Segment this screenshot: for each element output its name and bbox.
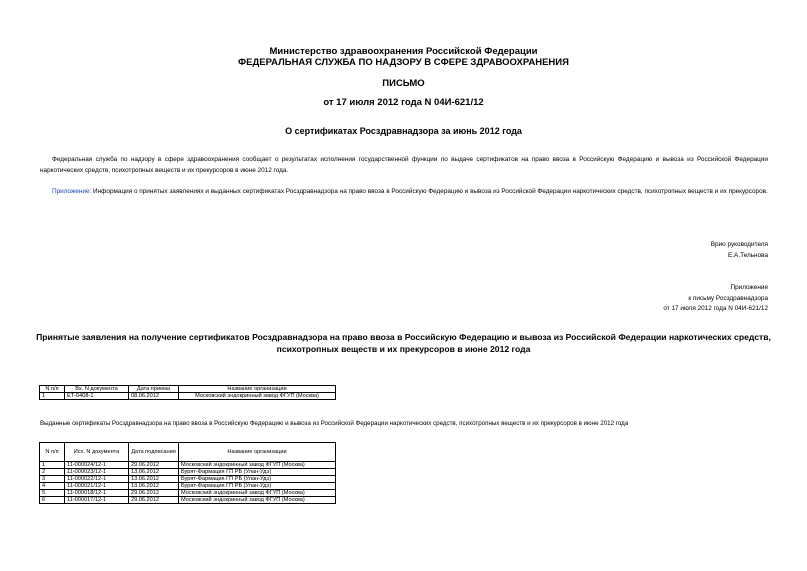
appendix-reference <box>663 283 768 315</box>
table-cell: ЕТ-0408-1 <box>65 393 129 400</box>
certificates-caption: Выданные сертификаты Росздравнадзора на право ввоза в Российскую Федерацию и вывоза из Российской Федерации наркотических средств, психотропных веществ и их прекурсоров в июне 2012 года <box>40 420 629 427</box>
doc-subject: О сертификатах Росздравнадзора за июнь 2012 года <box>285 126 522 136</box>
column-header: Название организации <box>179 386 336 393</box>
table-cell: 3 <box>40 476 65 483</box>
table-cell: 2 <box>40 469 65 476</box>
table-cell: Бурят-Фармация ГП РБ (Улан-Удэ) <box>179 469 336 476</box>
table-cell: 29.06.2012 <box>129 462 179 469</box>
column-header: N п/п <box>40 443 65 462</box>
table-header-row <box>40 443 336 462</box>
table-cell: 11-000021/12-1 <box>65 483 129 490</box>
table-cell: 11-000022/12-1 <box>65 476 129 483</box>
table-cell: 4 <box>40 483 65 490</box>
table-cell: Бурят-Фармация ГП РБ (Улан-Удэ) <box>179 476 336 483</box>
table-row <box>40 476 336 483</box>
table-cell: Московский эндокринный завод ФГУП (Москва) <box>179 462 336 469</box>
table-cell: 13.06.2012 <box>129 469 179 476</box>
table-cell: 13.06.2012 <box>129 483 179 490</box>
table-row <box>40 483 336 490</box>
appendix-title: Принятые заявления на получение сертификатов Росздравнадзора на право ввоза в Российскую Федерацию и вывоза из Российской Федерации наркотических средств, психотропных веществ и их прекурсоров в июне 2012 года <box>36 332 771 354</box>
service-name: ФЕДЕРАЛЬНАЯ СЛУЖБА ПО НАДЗОРУ В СФЕРЕ ЗДРАВООХРАНЕНИЯ <box>238 57 569 68</box>
table-cell: 11-000017/12-1 <box>65 497 129 504</box>
table-row <box>40 462 336 469</box>
table-cell: 11-000018/12-1 <box>65 490 129 497</box>
column-header: Вх. N документа <box>65 386 129 393</box>
column-header: Исх. N документа <box>65 443 129 462</box>
table-cell: 1 <box>40 462 65 469</box>
certificates-table <box>39 442 336 504</box>
table-cell: 08.06.2012 <box>129 393 179 400</box>
applications-table <box>39 385 336 400</box>
column-header: Дата подписания <box>129 443 179 462</box>
appendix-ref-line1: Приложение <box>730 284 768 291</box>
doc-type: ПИСЬМО <box>382 78 425 89</box>
table-cell: Московский эндокринный завод ФГУП (Москва) <box>179 490 336 497</box>
table-cell: Московский эндокринный завод ФГУП (Москва) <box>179 393 336 400</box>
table-row <box>40 393 336 400</box>
body-paragraph: Федеральная служба по надзору в сфере здравоохранения сообщает о результатах исполнения государственной функции по выдаче сертификатов на право ввоза в Российскую Федерацию и вывоза из Российской Федерации наркотических средств, психотропных веществ и их прекурсоров в июне 2012 года. <box>40 156 768 174</box>
column-header: N п/п <box>40 386 65 393</box>
table-cell: 5 <box>40 490 65 497</box>
table-cell: 11-000023/12-1 <box>65 469 129 476</box>
column-header: Дата приема <box>129 386 179 393</box>
table-row <box>40 497 336 504</box>
signature-block <box>711 240 768 261</box>
signature-name: Е.А.Тельнова <box>728 251 768 259</box>
table-cell: Московский эндокринный завод ФГУП (Москва) <box>179 497 336 504</box>
appendix-ref-line3: от 17 июля 2012 года N 04И-621/12 <box>663 305 768 312</box>
table-row <box>40 490 336 497</box>
table-cell: 1 <box>40 393 65 400</box>
table-cell: 29.06.2012 <box>129 497 179 504</box>
attachment-paragraph <box>40 186 768 197</box>
table-row <box>40 469 336 476</box>
appendix-ref-line2: к письму Росздравнадзора <box>688 294 768 302</box>
table-header-row <box>40 386 336 393</box>
table-cell: 29.06.2012 <box>129 490 179 497</box>
table-cell: Бурят-Фармация ГП РБ (Улан-Удэ) <box>179 483 336 490</box>
table-cell: 11-000024/12-1 <box>65 462 129 469</box>
attachment-text: Информация о принятых заявлениях и выданных сертификатах Росздравнадзора на право ввоза в Российскую Федерацию и вывоза из Российской Федерации наркотических средств, психотропных веществ и их прекурсоров. <box>91 188 768 195</box>
attachment-link[interactable]: Приложение: <box>52 188 92 195</box>
table-cell: 6 <box>40 497 65 504</box>
column-header: Название организации <box>179 443 336 462</box>
doc-date: от 17 июля 2012 года N 04И-621/12 <box>323 97 484 108</box>
table-cell: 13.06.2012 <box>129 476 179 483</box>
ministry-name: Министерство здравоохранения Российской Федерации <box>269 46 538 57</box>
signature-position: Врио руководителя <box>710 241 768 248</box>
